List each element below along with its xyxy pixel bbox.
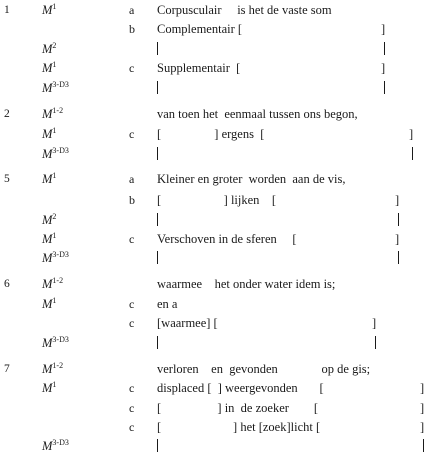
variant-letter: a	[129, 172, 135, 186]
siglum-letter: M	[42, 3, 53, 17]
entry-number: 1	[4, 4, 10, 16]
manuscript-siglum	[42, 278, 63, 291]
manuscript-siglum	[42, 62, 56, 75]
siglum-letter: M	[42, 61, 53, 75]
left-bar	[157, 439, 158, 452]
manuscript-siglum	[42, 43, 56, 56]
manuscript-siglum	[42, 173, 56, 186]
verse-text: Corpusculair is het de vaste som	[157, 3, 332, 17]
manuscript-siglum	[42, 233, 56, 246]
variant-letter: c	[129, 232, 135, 246]
siglum-superscript: 1	[52, 231, 57, 240]
siglum-superscript: 1-2	[52, 106, 64, 115]
siglum-superscript: 2	[52, 212, 57, 221]
right-bar	[375, 336, 376, 349]
closing-bracket: ]	[395, 232, 400, 246]
variant-letter: c	[129, 401, 135, 415]
right-bar	[398, 251, 399, 264]
siglum-superscript: 3-D3	[52, 146, 69, 155]
siglum-superscript: 1-2	[52, 361, 64, 370]
siglum-superscript: 1	[52, 60, 57, 69]
verse-text: waarmee het onder water idem is;	[157, 277, 336, 291]
siglum-superscript: 1	[52, 380, 57, 389]
right-bar	[384, 42, 385, 55]
left-bar	[157, 251, 158, 264]
entry-number: 5	[4, 173, 10, 185]
variant-letter: b	[129, 193, 135, 207]
variant-letter: c	[129, 316, 135, 330]
closing-bracket: ]	[420, 381, 425, 395]
verse-text: Complementair [	[157, 22, 243, 36]
manuscript-siglum	[42, 148, 69, 161]
verse-text: verloren en gevonden op de gis;	[157, 362, 371, 376]
left-bar	[157, 213, 158, 226]
verse-text: displaced [ ] weergevonden [	[157, 381, 324, 395]
closing-bracket: ]	[381, 61, 386, 75]
verse-text: van toen het eenmaal tussen ons begon,	[157, 107, 358, 121]
variant-letter: c	[129, 381, 135, 395]
left-bar	[157, 81, 158, 94]
variant-letter: c	[129, 127, 135, 141]
manuscript-siglum	[42, 128, 56, 141]
siglum-letter: M	[42, 336, 53, 350]
manuscript-siglum	[42, 382, 56, 395]
entry-number: 6	[4, 278, 10, 290]
entry-number: 2	[4, 108, 10, 120]
right-bar	[398, 213, 399, 226]
siglum-superscript: 2	[52, 41, 57, 50]
siglum-superscript: 3-D3	[52, 250, 69, 259]
variant-letter: b	[129, 22, 135, 36]
verse-text: Verschoven in de sferen [	[157, 232, 297, 246]
closing-bracket: ]	[381, 22, 386, 36]
verse-text: Supplementair [	[157, 61, 241, 75]
left-bar	[157, 336, 158, 349]
siglum-superscript: 1	[52, 296, 57, 305]
verse-text: Kleiner en groter worden aan de vis,	[157, 172, 346, 186]
siglum-superscript: 1	[52, 171, 57, 180]
verse-text: [ ] het [zoek]licht [	[157, 420, 321, 434]
right-bar	[412, 147, 413, 160]
siglum-letter: M	[42, 81, 53, 95]
variant-letter: c	[129, 61, 135, 75]
siglum-letter: M	[42, 381, 53, 395]
variant-letter: c	[129, 297, 135, 311]
siglum-superscript: 1	[52, 126, 57, 135]
right-bar	[384, 81, 385, 94]
manuscript-siglum	[42, 298, 56, 311]
variant-letter: a	[129, 3, 135, 17]
siglum-superscript: 1-2	[52, 276, 64, 285]
verse-text: [ ] ergens [	[157, 127, 265, 141]
closing-bracket: ]	[372, 316, 377, 330]
left-bar	[157, 42, 158, 55]
variant-letter: c	[129, 420, 135, 434]
siglum-superscript: 1	[52, 2, 57, 11]
right-bar	[423, 439, 424, 452]
siglum-letter: M	[42, 172, 53, 186]
siglum-letter: M	[42, 297, 53, 311]
siglum-superscript: 3-D3	[52, 80, 69, 89]
manuscript-siglum	[42, 440, 69, 453]
siglum-letter: M	[42, 107, 53, 121]
closing-bracket: ]	[409, 127, 414, 141]
siglum-letter: M	[42, 277, 53, 291]
manuscript-siglum	[42, 82, 69, 95]
entry-number: 7	[4, 363, 10, 375]
siglum-superscript: 3-D3	[52, 335, 69, 344]
manuscript-siglum	[42, 363, 63, 376]
left-bar	[157, 147, 158, 160]
siglum-letter: M	[42, 127, 53, 141]
manuscript-siglum	[42, 337, 69, 350]
manuscript-siglum	[42, 4, 56, 17]
closing-bracket: ]	[420, 401, 425, 415]
closing-bracket: ]	[395, 193, 400, 207]
manuscript-siglum	[42, 214, 56, 227]
siglum-letter: M	[42, 42, 53, 56]
verse-text: [ ] lijken [	[157, 193, 277, 207]
siglum-letter: M	[42, 439, 53, 453]
siglum-superscript: 3-D3	[52, 438, 69, 447]
siglum-letter: M	[42, 232, 53, 246]
manuscript-siglum	[42, 252, 69, 265]
siglum-letter: M	[42, 362, 53, 376]
siglum-letter: M	[42, 213, 53, 227]
siglum-letter: M	[42, 251, 53, 265]
closing-bracket: ]	[420, 420, 425, 434]
verse-text: [ ] in de zoeker [	[157, 401, 319, 415]
verse-text: [waarmee] [	[157, 316, 218, 330]
verse-text: en a	[157, 297, 178, 311]
manuscript-siglum	[42, 108, 63, 121]
siglum-letter: M	[42, 147, 53, 161]
